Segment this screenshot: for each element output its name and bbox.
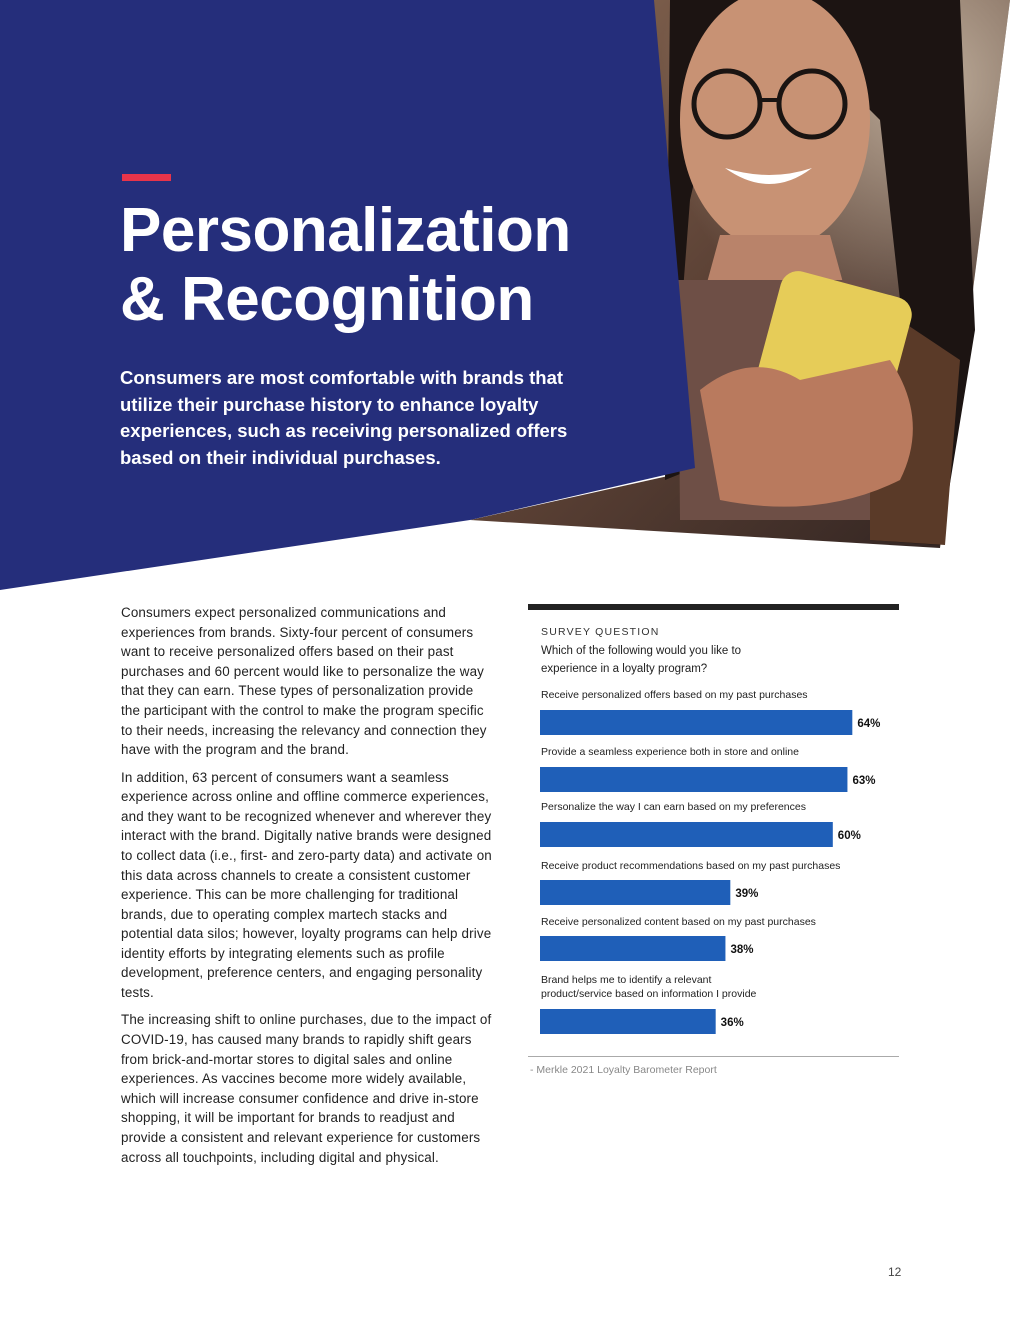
bar-value-label: 38% bbox=[730, 944, 754, 956]
bar-chart bbox=[528, 604, 899, 1044]
body-text bbox=[121, 603, 496, 1175]
title-line-2: & Recognition bbox=[120, 265, 534, 334]
bar-category-label: Brand helps me to identify a relevant bbox=[541, 974, 712, 986]
bar-category-label: Receive personalized offers based on my past purchases bbox=[541, 689, 808, 701]
bar-category-label: product/service based on information I provide bbox=[541, 988, 757, 1000]
bar bbox=[540, 1009, 716, 1034]
survey-question: Which of the following would you like to experience in a loyalty program? bbox=[541, 645, 742, 675]
bar-category-label: Personalize the way I can earn based on my preferences bbox=[541, 801, 806, 813]
bar-value-label: 64% bbox=[857, 718, 881, 730]
body-paragraph: The increasing shift to online purchases, due to the impact of COVID-19, has caused many brands to rapidly shift gears from brick-and-mortar stores to digital sales and online experiences. As vaccines become more widely available, which will increase consumer confidence and drive in-store shopping, it will be important for brands to readjust and provide a consistent and relevant experience for customers across all touchpoints, including digital and physical. bbox=[121, 1012, 492, 1165]
chart-bottom-rule bbox=[528, 1056, 899, 1057]
bar-category-label: Receive product recommendations based on my past purchases bbox=[541, 860, 841, 872]
bar bbox=[540, 767, 847, 792]
page-number: 12 bbox=[888, 1265, 902, 1279]
bar-category-label: Provide a seamless experience both in store and online bbox=[541, 746, 799, 758]
body-paragraph: Consumers expect personalized communications and experiences from brands. Sixty-four percent of consumers want to receive personalized offers based on their past purchases and 60 percent would like to personalize the way that they can earn. These types of personalization provide the participant with the control to make the program specific to their needs, increasing the relevancy and connection they have with the program and the brand. bbox=[121, 605, 487, 758]
source-note: - Merkle 2021 Loyalty Barometer Report bbox=[530, 1064, 717, 1076]
survey-chart-panel bbox=[528, 604, 899, 1084]
title-line-1: Personalization bbox=[120, 196, 571, 265]
page-title bbox=[120, 196, 660, 334]
page-subtitle: Consumers are most comfortable with brands that utilize their purchase history to enhance loyalty experiences, such as receiving personalized offers based on their individual purchases. bbox=[120, 367, 568, 468]
bar-value-label: 60% bbox=[837, 830, 861, 842]
bar-value-label: 39% bbox=[735, 888, 759, 900]
bar bbox=[540, 710, 852, 735]
bar-value-label: 36% bbox=[720, 1017, 744, 1029]
bar-value-label: 63% bbox=[852, 775, 876, 787]
body-paragraph: In addition, 63 percent of consumers want a seamless experience across online and offline commerce experiences, and they want to be recognized whenever and wherever they interact with the brand. Digitally native brands were designed to collect data (i.e., first- and zero-party data) and activate on this data across channels to create a consistent customer experience. This can be more challenging for traditional brands, due to operating complex martech stacks and potential data silos; however, loyalty programs can help drive identity efforts by integrating elements such as profile development, preference centers, and engaging personality tests. bbox=[121, 769, 492, 1001]
survey-label: SURVEY QUESTION bbox=[541, 626, 660, 638]
bar bbox=[540, 880, 730, 905]
bar bbox=[540, 822, 833, 847]
bar bbox=[540, 936, 725, 961]
accent-line bbox=[122, 174, 171, 181]
bar-category-label: Receive personalized content based on my past purchases bbox=[541, 916, 816, 928]
